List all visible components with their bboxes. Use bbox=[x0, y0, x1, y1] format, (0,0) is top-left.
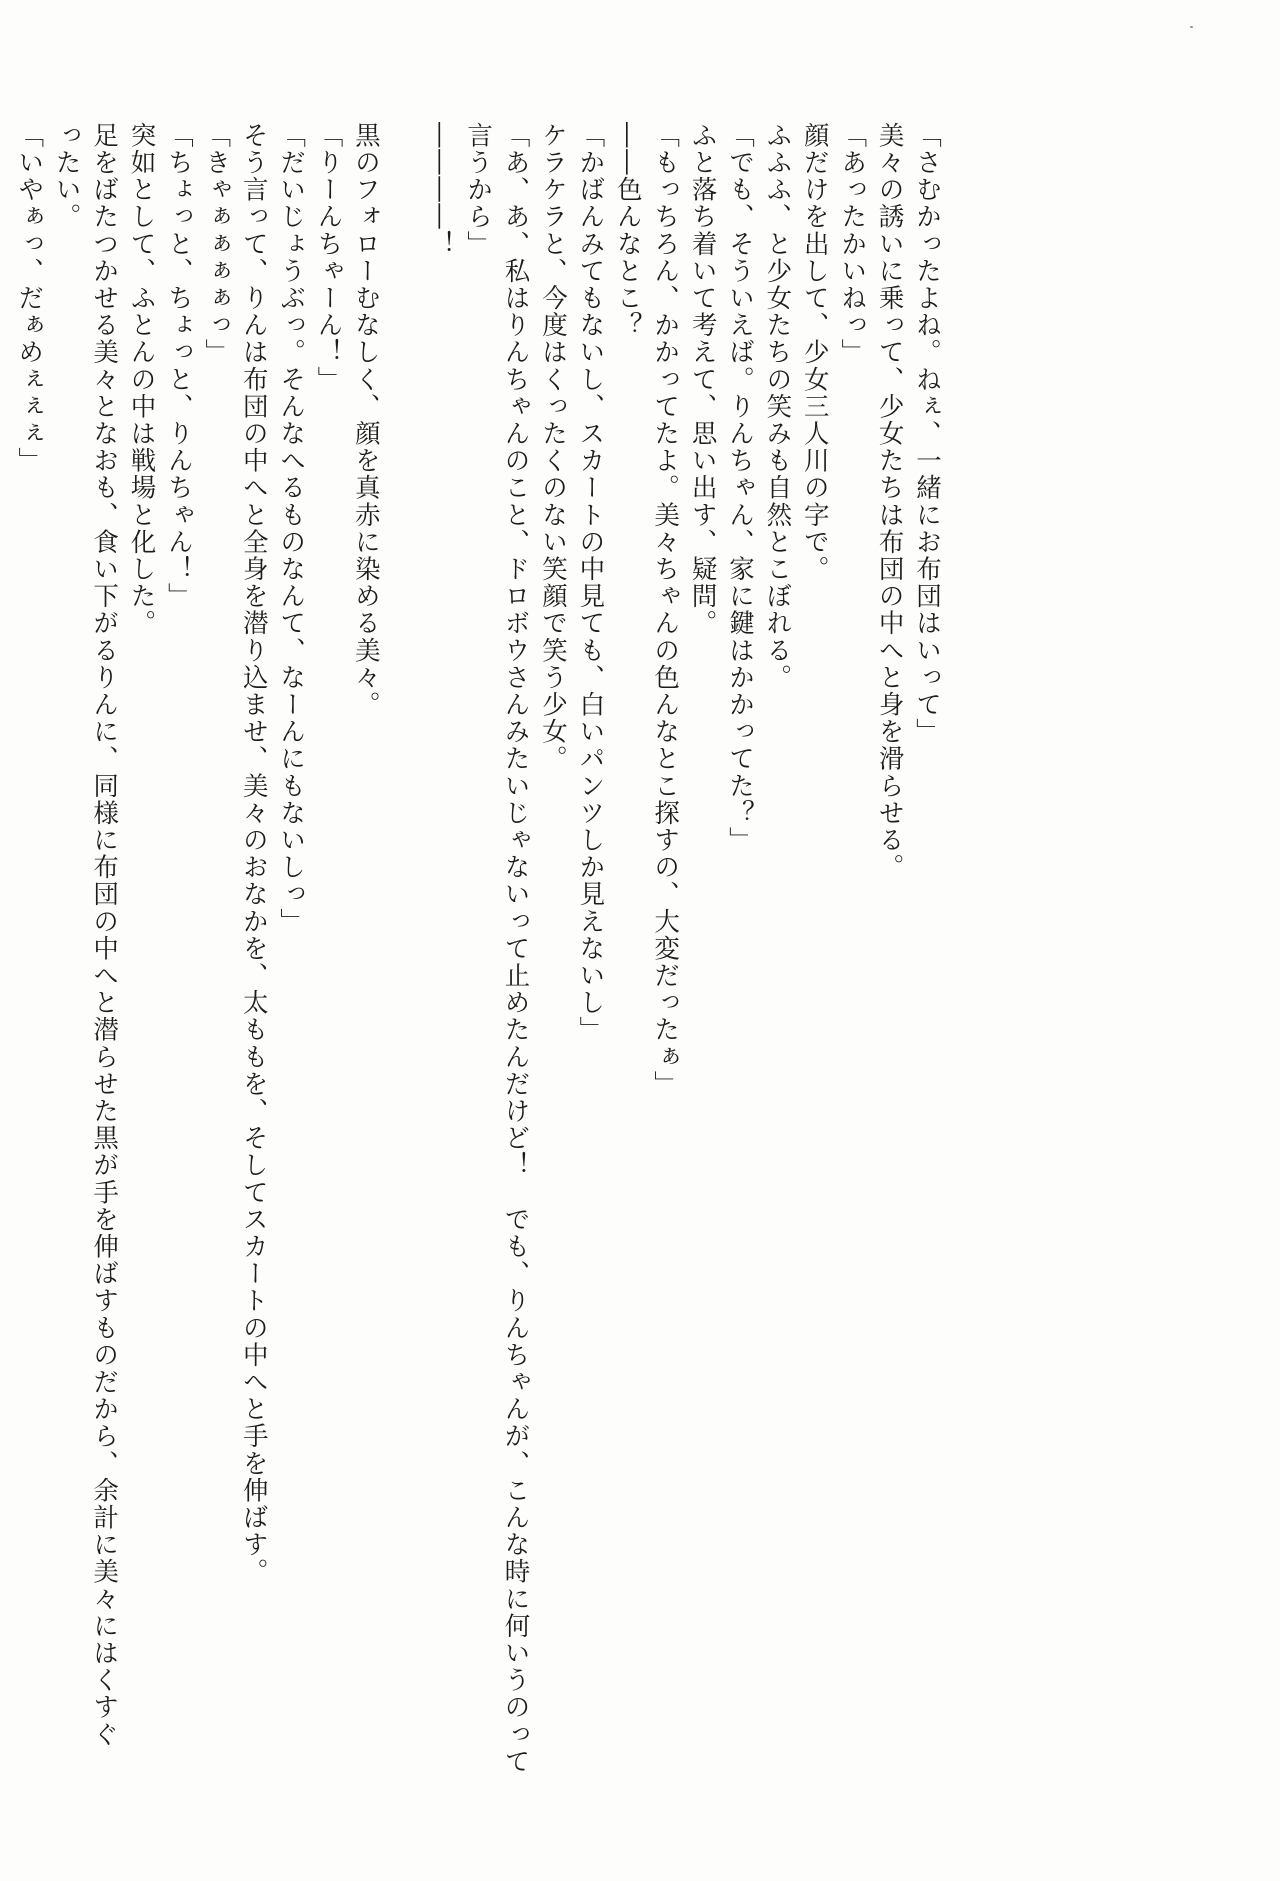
text-line: 突如として、ふとんの中は戦場と化した。 bbox=[126, 122, 157, 637]
text-line: 「かばんみてもないし、スカートの中見ても、白いパンツしか見えないし」 bbox=[575, 122, 606, 1044]
text-line: 「あったかいねっ」 bbox=[837, 122, 868, 366]
text-line: ケラケラと、今度はくったくのない笑顔で笑う少女。 bbox=[537, 122, 568, 773]
text-line: 「ちょっと、ちょっと、りんちゃん！」 bbox=[163, 122, 194, 610]
text-line: ふと落ち着いて考えて、思い出す、疑問。 bbox=[687, 122, 718, 637]
text-line: 「あ、あ、私はりんちゃんのこと、ドロボウさんみたいじゃないって止めたんだけど！ でも、りんちゃんが、こんな時に何いうのって bbox=[500, 122, 531, 1776]
text-line: そう言って、りんは布団の中へと全身を潜り込ませ、美々のおなかを、太ももを、そしてスカートの中へと手を伸ばす。 bbox=[238, 122, 269, 1586]
text-line: 言うから」 bbox=[463, 122, 494, 258]
text-line: 「でも、そういえば。りんちゃん、家に鍵はかかってた？」 bbox=[724, 122, 755, 854]
text-line: 「きゃぁぁぁぁっ」 bbox=[201, 122, 232, 366]
blank-line bbox=[384, 122, 421, 1522]
text-line: ふふふ、と少女たちの笑みも自然とこぼれる。 bbox=[762, 122, 793, 692]
text-line: ――――！ bbox=[425, 122, 456, 258]
text-line: 「だいじょうぶっ。そんなへるものなんて、なーんにもないしっ」 bbox=[276, 122, 307, 935]
text-line: 顔だけを出して、少女三人川の字で。 bbox=[799, 122, 830, 583]
text-line: 美々の誘いに乗って、少女たちは布団の中へと身を滑らせる。 bbox=[874, 122, 905, 881]
text-line: 足をばたつかせる美々となおも、食い下がるりんに、同様に布団の中へと潜らせた黒が手を伸ばすものだから、余計に美々にはくすぐ bbox=[89, 122, 120, 1748]
text-line: 「もっちろん、かかってたよ。美々ちゃんの色んなとこ探すの、大変だったぁ」 bbox=[650, 122, 681, 1098]
text-line: 「りーんちゃーん！」 bbox=[313, 122, 344, 393]
paper-speck bbox=[1190, 26, 1193, 28]
text-line: 「いやぁっ、だぁめぇぇぇ」 bbox=[14, 122, 45, 475]
text-line: ったい。 bbox=[51, 122, 82, 231]
text-line: ――色んなとこ？ bbox=[612, 122, 643, 339]
text-line: 黒のフォローむなしく、顔を真赤に染める美々。 bbox=[350, 122, 381, 719]
text-line: 「さむかったよね。ねぇ、一緒にお布団はいって」 bbox=[912, 122, 942, 746]
vertical-text-body bbox=[10, 122, 945, 1776]
